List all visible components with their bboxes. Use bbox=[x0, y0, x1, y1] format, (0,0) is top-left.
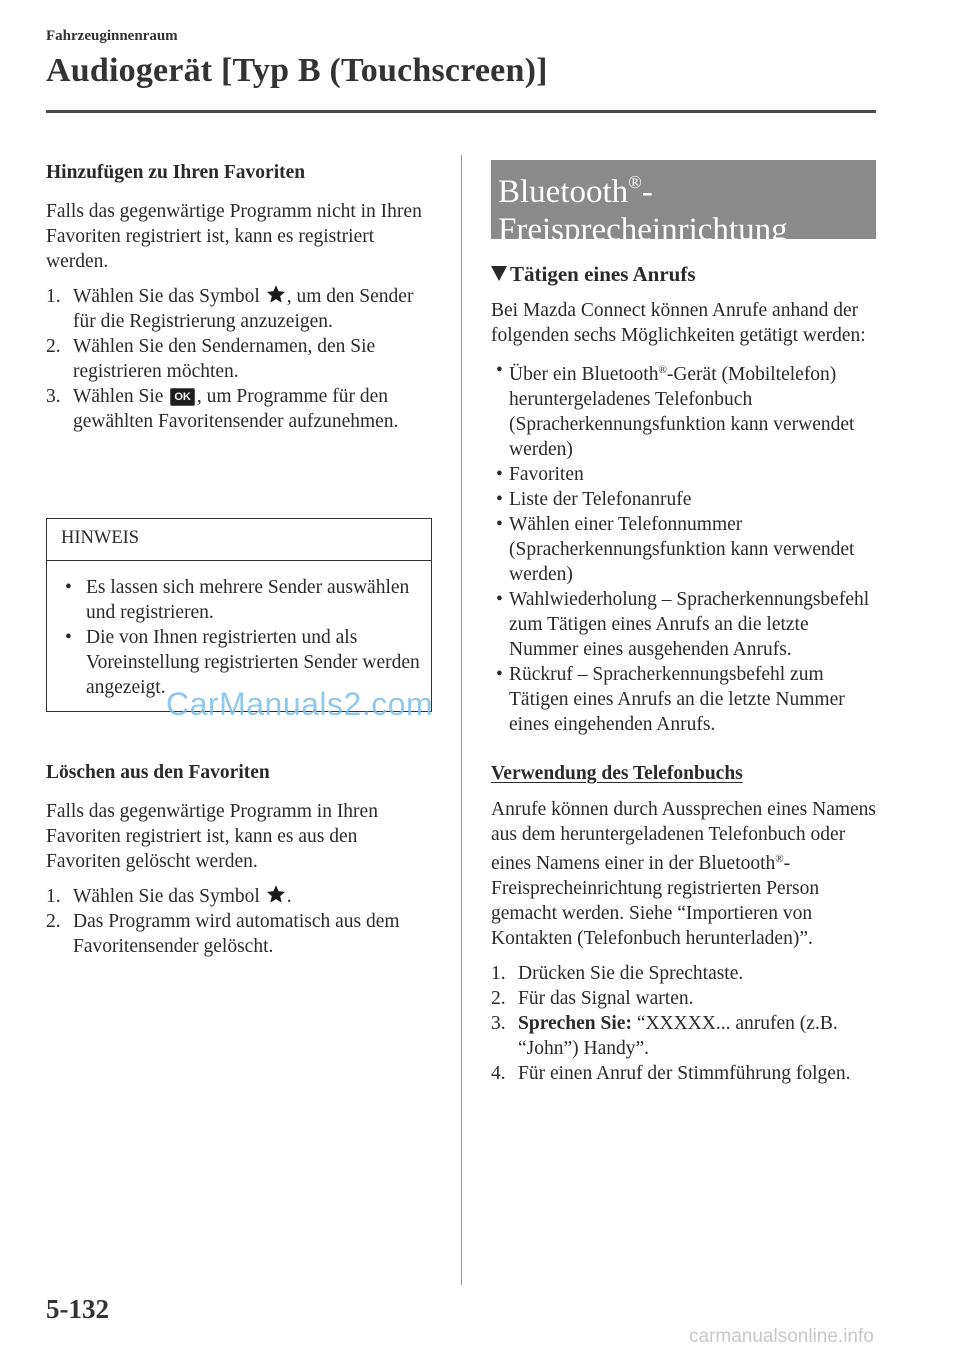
triangle-marker-icon bbox=[491, 266, 507, 281]
step-text: , um Programme für den gewählten Favoritensender aufzunehmen. bbox=[73, 386, 399, 432]
add-favorites-intro: Falls das gegenwärtige Programm nicht in Ihren Favoriten registriert ist, kann es registriert werden. bbox=[46, 201, 422, 272]
step-text: Das Programm wird automatisch aus dem Favoritensender gelöscht. bbox=[73, 911, 400, 957]
step bbox=[46, 334, 436, 384]
note-box bbox=[46, 518, 432, 712]
step-text: Wählen Sie das Symbol bbox=[73, 886, 265, 907]
list-item: • Wahlwiederholung – Spracherkennungsbefehl zum Tätigen eines Anrufs an die letzte Nummer eines ausgehenden Anrufs. bbox=[496, 589, 870, 660]
star-icon bbox=[266, 284, 286, 304]
banner-title-line1: Bluetooth bbox=[498, 174, 629, 210]
step-number: 2. bbox=[46, 336, 61, 357]
step: 2. Für das Signal warten. bbox=[491, 988, 694, 1009]
page-number: 5-132 bbox=[46, 1294, 109, 1324]
delete-favorites-intro: Falls das gegenwärtige Programm in Ihren Favoriten registriert ist, kann es aus den Favoriten gelöscht werden. bbox=[46, 801, 378, 872]
step-number: 2. bbox=[46, 911, 61, 932]
call-options-list bbox=[491, 358, 881, 737]
footer-url: carmanualsonline.info bbox=[689, 1326, 874, 1347]
delete-favorites-heading: Löschen aus den Favoriten bbox=[46, 762, 270, 783]
delete-favorites-section bbox=[46, 760, 436, 959]
phonebook-text: Anrufe können durch Aussprechen eines Namens aus dem heruntergeladenen Telefonbuch oder eines Namens einer in der Bluetooth®-Freisprecheinrichtung registrierten Person gemacht werden. Siehe “Importieren von Kontakten (Telefonbuch herunterladen)”. bbox=[491, 799, 877, 949]
phonebook-heading: Verwendung des Telefonbuchs bbox=[491, 763, 743, 784]
step: 1. Drücken Sie die Sprechtaste. bbox=[491, 963, 744, 984]
step-text: Wählen Sie bbox=[73, 386, 169, 407]
list-item: • Liste der Telefonanrufe bbox=[496, 489, 692, 510]
subsection-heading: Tätigen eines Anrufs bbox=[491, 262, 881, 287]
star-icon bbox=[266, 884, 286, 904]
note-title: HINWEIS bbox=[47, 519, 431, 561]
step: 3. Sprechen Sie: “XXXXX... anrufen (z.B. “John”) Handy”. bbox=[491, 1013, 838, 1059]
note-item: • Es lassen sich mehrere Sender auswählen und registrieren. bbox=[65, 577, 410, 623]
section-banner: Bluetooth®- Freisprecheinrichtung bbox=[491, 160, 876, 239]
step-text: , um den Sender für die Registrierung anzuzeigen. bbox=[73, 286, 414, 332]
header-rule bbox=[46, 110, 876, 113]
step bbox=[46, 909, 436, 959]
right-column bbox=[491, 262, 881, 1086]
list-item: • Favoriten bbox=[496, 464, 584, 485]
ok-icon: OK bbox=[170, 388, 195, 406]
step-number: 1. bbox=[46, 286, 61, 307]
step bbox=[46, 284, 436, 334]
step-text: Wählen Sie das Symbol bbox=[73, 286, 265, 307]
note-list bbox=[47, 575, 431, 700]
step-number: 1. bbox=[46, 886, 61, 907]
section-label: Fahrzeuginnenraum bbox=[46, 28, 178, 44]
left-column bbox=[46, 160, 436, 434]
step bbox=[46, 384, 436, 434]
add-favorites-steps bbox=[46, 284, 436, 434]
step-text: . bbox=[286, 886, 292, 907]
note-item: • Die von Ihnen registrierten und als Voreinstellung registrierten Sender werden angezeigt. bbox=[65, 627, 420, 698]
step bbox=[46, 884, 436, 909]
registered-mark: ® bbox=[628, 172, 642, 192]
chapter-title: Audiogerät [Typ B (Touchscreen)] bbox=[46, 52, 548, 89]
delete-favorites-steps bbox=[46, 884, 436, 959]
add-favorites-heading: Hinzufügen zu Ihren Favoriten bbox=[46, 162, 306, 183]
banner-title-line2: Freisprecheinrichtung bbox=[498, 212, 788, 248]
watermark: CarManuals2.com bbox=[166, 686, 434, 722]
step-text: Wählen Sie den Sendernamen, den Sie registrieren möchten. bbox=[73, 336, 376, 382]
list-item: • Über ein Bluetooth®-Gerät (Mobiltelefon) heruntergeladenes Telefonbuch (Spracherkennungsfunktion kann verwendet werden) bbox=[496, 360, 855, 460]
step: 4. Für einen Anruf der Stimmführung folgen. bbox=[491, 1063, 851, 1084]
list-item: • Wählen einer Telefonnummer (Spracherkennungsfunktion kann verwendet werden) bbox=[496, 514, 855, 585]
calls-intro: Bei Mazda Connect können Anrufe anhand der folgenden sechs Möglichkeiten getätigt werden: bbox=[491, 300, 866, 346]
phonebook-steps bbox=[491, 961, 881, 1086]
step-number: 3. bbox=[46, 386, 61, 407]
list-item: • Rückruf – Spracherkennungsbefehl zum Tätigen eines Anrufs an die letzte Nummer eines eingehenden Anrufs. bbox=[496, 664, 845, 735]
column-divider bbox=[461, 155, 462, 1285]
